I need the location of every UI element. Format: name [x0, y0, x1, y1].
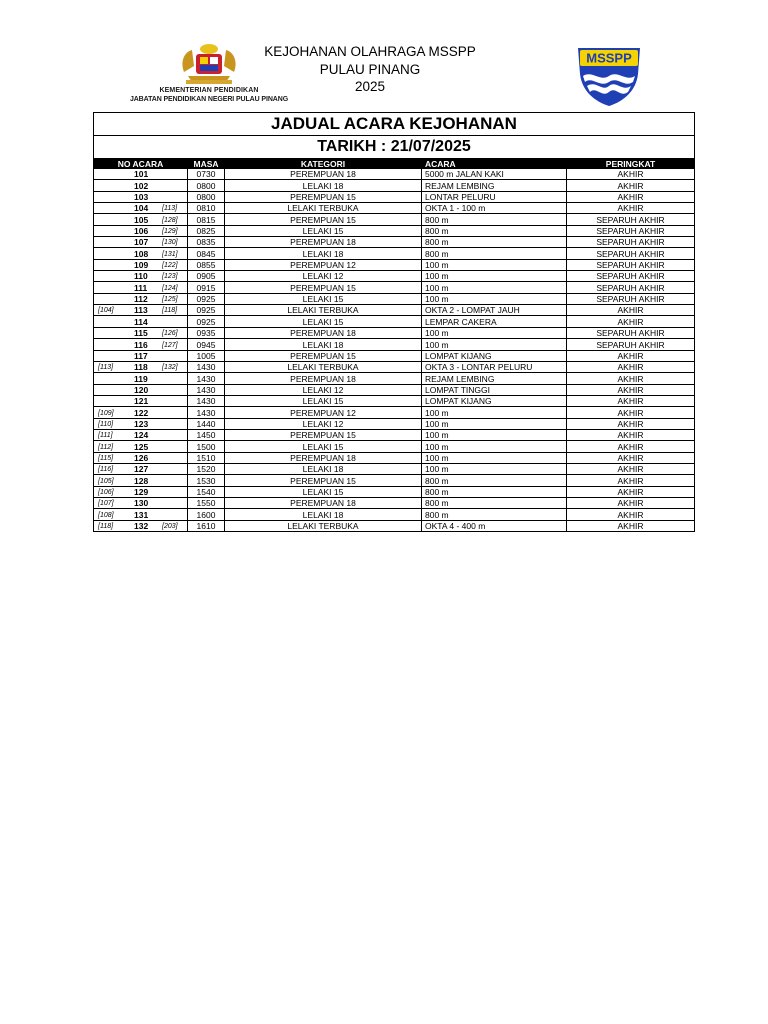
cell-kategori: PEREMPUAN 15	[225, 282, 422, 293]
cell-no-acara	[94, 497, 188, 508]
cell-acara: 100 m	[422, 429, 567, 440]
cell-acara: 100 m	[422, 407, 567, 418]
cell-masa: 0915	[188, 282, 225, 293]
cell-kategori: PEREMPUAN 18	[225, 237, 422, 248]
cell-masa: 0800	[188, 191, 225, 202]
cell-masa: 0825	[188, 225, 225, 236]
cell-no-acara	[94, 293, 188, 304]
cell-kategori: PEREMPUAN 18	[225, 169, 422, 180]
cell-no-acara	[94, 441, 188, 452]
logo-text: MSSPP	[586, 50, 632, 66]
ref-left: [112]	[98, 443, 114, 451]
cell-no-acara	[94, 327, 188, 338]
table-row	[94, 486, 694, 497]
ref-right: [118]	[162, 307, 178, 315]
cell-no-acara	[94, 169, 188, 180]
cell-no-acara	[94, 384, 188, 395]
cell-kategori: LELAKI 12	[225, 271, 422, 282]
event-number: 130	[134, 498, 149, 509]
cell-acara: REJAM LEMBING	[422, 373, 567, 384]
ref-right: [113]	[162, 205, 178, 213]
table-row	[94, 463, 694, 474]
cell-peringkat: AKHIR	[567, 429, 695, 440]
cell-peringkat: AKHIR	[567, 509, 695, 520]
cell-no-acara	[94, 452, 188, 463]
col-header-kategori: KATEGORI	[225, 158, 422, 169]
event-number: 127	[134, 464, 149, 475]
ref-right: [126]	[162, 330, 178, 338]
cell-kategori: LELAKI 12	[225, 384, 422, 395]
cell-no-acara	[94, 191, 188, 202]
cell-kategori: LELAKI TERBUKA	[225, 361, 422, 372]
table-row	[94, 214, 694, 225]
cell-kategori: PEREMPUAN 15	[225, 475, 422, 486]
table-row	[94, 237, 694, 248]
table-row	[94, 225, 694, 236]
cell-acara: 100 m	[422, 293, 567, 304]
table-header-row	[94, 158, 694, 169]
cell-peringkat: AKHIR	[567, 520, 695, 531]
cell-peringkat: SEPARUH AKHIR	[567, 282, 695, 293]
cell-acara: LOMPAT TINGGI	[422, 384, 567, 395]
cell-kategori: LELAKI 15	[225, 225, 422, 236]
ref-right: [130]	[162, 239, 178, 247]
cell-peringkat: AKHIR	[567, 384, 695, 395]
event-number: 106	[134, 226, 149, 237]
msspp-logo-icon	[574, 42, 644, 108]
cell-kategori: PEREMPUAN 15	[225, 191, 422, 202]
event-number: 105	[134, 214, 149, 225]
cell-masa: 1430	[188, 395, 225, 406]
cell-acara: 100 m	[422, 463, 567, 474]
cell-peringkat: AKHIR	[567, 350, 695, 361]
cell-peringkat: AKHIR	[567, 486, 695, 497]
table-row	[94, 327, 694, 338]
cell-acara: 800 m	[422, 497, 567, 508]
cell-masa: 0845	[188, 248, 225, 259]
cell-peringkat: SEPARUH AKHIR	[567, 248, 695, 259]
event-number: 125	[134, 441, 149, 452]
cell-kategori: LELAKI 18	[225, 463, 422, 474]
cell-no-acara	[94, 509, 188, 520]
cell-masa: 1500	[188, 441, 225, 452]
cell-acara: 800 m	[422, 225, 567, 236]
cell-peringkat: AKHIR	[567, 497, 695, 508]
cell-masa: 1005	[188, 350, 225, 361]
ref-left: [105]	[98, 477, 114, 485]
ref-left: [106]	[98, 488, 114, 496]
cell-kategori: LELAKI TERBUKA	[225, 305, 422, 316]
cell-kategori: LELAKI TERBUKA	[225, 203, 422, 214]
cell-peringkat: SEPARUH AKHIR	[567, 327, 695, 338]
cell-no-acara	[94, 361, 188, 372]
cell-masa: 0925	[188, 293, 225, 304]
event-number: 128	[134, 475, 149, 486]
cell-kategori: LELAKI 18	[225, 339, 422, 350]
cell-masa: 1430	[188, 384, 225, 395]
cell-acara: 800 m	[422, 509, 567, 520]
cell-acara: OKTA 2 - LOMPAT JAUH	[422, 305, 567, 316]
cell-peringkat: AKHIR	[567, 191, 695, 202]
schedule-rows	[94, 169, 694, 532]
cell-no-acara	[94, 339, 188, 350]
cell-masa: 1550	[188, 497, 225, 508]
event-number: 113	[134, 305, 148, 316]
table-row	[94, 293, 694, 304]
schedule-date: TARIKH : 21/07/2025	[94, 135, 694, 158]
event-number: 131	[134, 509, 149, 520]
ref-left: [118]	[98, 523, 114, 530]
cell-no-acara	[94, 180, 188, 191]
ref-left: [113]	[98, 364, 114, 372]
cell-peringkat: AKHIR	[567, 203, 695, 214]
cell-masa: 1440	[188, 418, 225, 429]
cell-peringkat: SEPARUH AKHIR	[567, 293, 695, 304]
cell-acara: 800 m	[422, 248, 567, 259]
table-row	[94, 418, 694, 429]
event-number: 129	[134, 486, 149, 497]
cell-peringkat: AKHIR	[567, 395, 695, 406]
table-row	[94, 316, 694, 327]
cell-masa: 0815	[188, 214, 225, 225]
cell-kategori: LELAKI TERBUKA	[225, 520, 422, 531]
cell-no-acara	[94, 282, 188, 293]
cell-acara: 800 m	[422, 214, 567, 225]
cell-masa: 0905	[188, 271, 225, 282]
cell-acara: LOMPAT KIJANG	[422, 350, 567, 361]
event-number: 101	[134, 169, 149, 180]
cell-masa: 0800	[188, 180, 225, 191]
table-row	[94, 259, 694, 270]
cell-kategori: LELAKI 15	[225, 316, 422, 327]
cell-peringkat: AKHIR	[567, 452, 695, 463]
cell-acara: LEMPAR CAKERA	[422, 316, 567, 327]
event-number: 121	[134, 396, 149, 407]
cell-no-acara	[94, 305, 188, 316]
cell-no-acara	[94, 271, 188, 282]
event-number: 118	[134, 362, 148, 373]
event-number: 115	[134, 328, 148, 339]
event-number: 103	[134, 192, 149, 203]
cell-peringkat: AKHIR	[567, 316, 695, 327]
title-line-2: PULAU PINANG	[319, 61, 421, 77]
table-row	[94, 497, 694, 508]
cell-peringkat: AKHIR	[567, 305, 695, 316]
table-row	[94, 520, 694, 531]
cell-no-acara	[94, 486, 188, 497]
cell-peringkat: AKHIR	[567, 169, 695, 180]
ref-right: [129]	[162, 228, 178, 236]
table-row	[94, 373, 694, 384]
cell-acara: 5000 m JALAN KAKI	[422, 169, 567, 180]
cell-kategori: PEREMPUAN 15	[225, 429, 422, 440]
cell-masa: 1540	[188, 486, 225, 497]
cell-acara: OKTA 4 - 400 m	[422, 520, 567, 531]
cell-kategori: PEREMPUAN 18	[225, 452, 422, 463]
cell-masa: 1520	[188, 463, 225, 474]
cell-peringkat: AKHIR	[567, 361, 695, 372]
cell-peringkat: AKHIR	[567, 373, 695, 384]
table-row	[94, 475, 694, 486]
cell-acara: 100 m	[422, 441, 567, 452]
cell-masa: 0835	[188, 237, 225, 248]
cell-no-acara	[94, 463, 188, 474]
cell-kategori: LELAKI 15	[225, 441, 422, 452]
cell-masa: 0945	[188, 339, 225, 350]
cell-masa: 0855	[188, 259, 225, 270]
title-line-1: KEJOHANAN OLAHRAGA MSSPP	[264, 44, 476, 59]
ref-left: [111]	[98, 432, 113, 440]
cell-no-acara	[94, 259, 188, 270]
cell-no-acara	[94, 407, 188, 418]
cell-kategori: PEREMPUAN 18	[225, 327, 422, 338]
ref-left: [115]	[98, 454, 114, 462]
table-row	[94, 350, 694, 361]
col-header-no-acara: NO ACARA	[94, 158, 188, 169]
cell-acara: 100 m	[422, 282, 567, 293]
ref-left: [110]	[98, 420, 114, 428]
table-row	[94, 180, 694, 191]
cell-peringkat: AKHIR	[567, 407, 695, 418]
event-number: 126	[134, 452, 149, 463]
cell-no-acara	[94, 225, 188, 236]
cell-kategori: LELAKI 15	[225, 486, 422, 497]
cell-no-acara	[94, 429, 188, 440]
cell-peringkat: SEPARUH AKHIR	[567, 225, 695, 236]
cell-acara: 100 m	[422, 259, 567, 270]
cell-no-acara	[94, 203, 188, 214]
cell-kategori: LELAKI 18	[225, 180, 422, 191]
ref-left: [107]	[98, 500, 114, 508]
cell-peringkat: AKHIR	[567, 418, 695, 429]
cell-no-acara	[94, 418, 188, 429]
cell-kategori: PEREMPUAN 18	[225, 497, 422, 508]
cell-no-acara	[94, 475, 188, 486]
cell-kategori: PEREMPUAN 15	[225, 350, 422, 361]
cell-acara: LOMPAT KIJANG	[422, 395, 567, 406]
table-row	[94, 361, 694, 372]
cell-acara: OKTA 1 - 100 m	[422, 203, 567, 214]
cell-kategori: LELAKI 15	[225, 293, 422, 304]
event-number: 111	[134, 282, 148, 293]
cell-peringkat: AKHIR	[567, 463, 695, 474]
event-number: 119	[134, 373, 148, 384]
event-number: 116	[134, 339, 148, 350]
ref-right: [124]	[162, 284, 178, 292]
event-number: 102	[134, 180, 149, 191]
cell-masa: 1430	[188, 373, 225, 384]
cell-acara: 800 m	[422, 237, 567, 248]
cell-no-acara	[94, 373, 188, 384]
cell-peringkat: AKHIR	[567, 475, 695, 486]
cell-no-acara	[94, 350, 188, 361]
cell-peringkat: SEPARUH AKHIR	[567, 259, 695, 270]
event-number: 108	[134, 248, 149, 259]
cell-masa: 1600	[188, 509, 225, 520]
cell-masa: 0810	[188, 203, 225, 214]
cell-acara: 100 m	[422, 327, 567, 338]
cell-peringkat: SEPARUH AKHIR	[567, 271, 695, 282]
cell-no-acara	[94, 237, 188, 248]
ref-right: [131]	[162, 250, 178, 258]
table-row	[94, 305, 694, 316]
cell-acara: 100 m	[422, 339, 567, 350]
col-header-acara: ACARA	[422, 158, 567, 169]
table-row	[94, 441, 694, 452]
event-number: 109	[134, 260, 149, 271]
cell-no-acara	[94, 248, 188, 259]
table-row	[94, 169, 694, 180]
cell-kategori: PEREMPUAN 12	[225, 407, 422, 418]
event-number: 120	[134, 384, 149, 395]
schedule-title: JADUAL ACARA KEJOHANAN	[271, 114, 517, 133]
event-number: 132	[134, 521, 149, 531]
table-row	[94, 395, 694, 406]
ref-right: [203]	[162, 523, 178, 530]
cell-masa: 1430	[188, 407, 225, 418]
event-number: 107	[134, 237, 149, 248]
jata-negara-crest-icon	[178, 42, 240, 86]
event-number: 110	[134, 271, 148, 282]
ref-right: [123]	[162, 273, 178, 281]
table-row	[94, 248, 694, 259]
cell-kategori: LELAKI 15	[225, 395, 422, 406]
cell-masa: 0935	[188, 327, 225, 338]
table-row	[94, 271, 694, 282]
title-line-3: 2025	[354, 79, 386, 94]
cell-kategori: LELAKI 18	[225, 509, 422, 520]
ref-left: [104]	[98, 307, 114, 315]
ministry-line-1: KEMENTERIAN PENDIDIKAN	[159, 87, 259, 94]
table-row	[94, 407, 694, 418]
table-row	[94, 339, 694, 350]
table-row	[94, 282, 694, 293]
cell-acara: OKTA 3 - LONTAR PELURU	[422, 361, 567, 372]
col-header-masa: MASA	[188, 158, 225, 169]
event-number: 123	[134, 418, 149, 429]
ref-right: [128]	[162, 216, 178, 224]
ref-left: [116]	[98, 466, 114, 474]
cell-acara: LONTAR PELURU	[422, 191, 567, 202]
ministry-line-2: JABATAN PENDIDIKAN NEGERI PULAU PINANG	[129, 96, 289, 103]
event-number: 117	[134, 350, 148, 361]
cell-masa: 1610	[188, 520, 225, 531]
cell-kategori: LELAKI 12	[225, 418, 422, 429]
schedule-table	[94, 158, 694, 532]
table-row	[94, 429, 694, 440]
event-number: 112	[134, 294, 148, 305]
cell-peringkat: AKHIR	[567, 441, 695, 452]
table-row	[94, 452, 694, 463]
cell-no-acara	[94, 520, 188, 531]
cell-peringkat: SEPARUH AKHIR	[567, 237, 695, 248]
col-header-peringkat: PERINGKAT	[567, 158, 695, 169]
cell-masa: 1450	[188, 429, 225, 440]
championship-title	[245, 43, 495, 96]
cell-no-acara	[94, 316, 188, 327]
cell-no-acara	[94, 395, 188, 406]
event-number: 122	[134, 407, 149, 418]
cell-kategori: PEREMPUAN 18	[225, 373, 422, 384]
cell-acara: 800 m	[422, 475, 567, 486]
table-row	[94, 191, 694, 202]
table-row	[94, 203, 694, 214]
cell-masa: 0730	[188, 169, 225, 180]
ref-left: [109]	[98, 409, 114, 417]
cell-masa: 1430	[188, 361, 225, 372]
ref-right: [122]	[162, 262, 178, 270]
page-header	[0, 0, 768, 112]
ref-left: [108]	[98, 511, 114, 519]
cell-acara: 100 m	[422, 418, 567, 429]
cell-masa: 1530	[188, 475, 225, 486]
cell-kategori: LELAKI 18	[225, 248, 422, 259]
cell-acara: REJAM LEMBING	[422, 180, 567, 191]
ref-right: [125]	[162, 296, 178, 304]
cell-kategori: PEREMPUAN 12	[225, 259, 422, 270]
schedule-box	[93, 112, 695, 532]
cell-kategori: PEREMPUAN 15	[225, 214, 422, 225]
cell-peringkat: AKHIR	[567, 180, 695, 191]
event-number: 114	[134, 316, 148, 327]
cell-acara: 800 m	[422, 486, 567, 497]
cell-acara: 100 m	[422, 271, 567, 282]
event-number: 124	[134, 430, 149, 441]
ref-right: [127]	[162, 341, 178, 349]
cell-peringkat: SEPARUH AKHIR	[567, 339, 695, 350]
cell-masa: 0925	[188, 316, 225, 327]
table-row	[94, 384, 694, 395]
cell-no-acara	[94, 214, 188, 225]
cell-acara: 100 m	[422, 452, 567, 463]
cell-masa: 0925	[188, 305, 225, 316]
event-number: 104	[134, 203, 149, 214]
cell-peringkat: SEPARUH AKHIR	[567, 214, 695, 225]
ref-right: [132]	[162, 364, 178, 372]
cell-masa: 1510	[188, 452, 225, 463]
table-row	[94, 509, 694, 520]
